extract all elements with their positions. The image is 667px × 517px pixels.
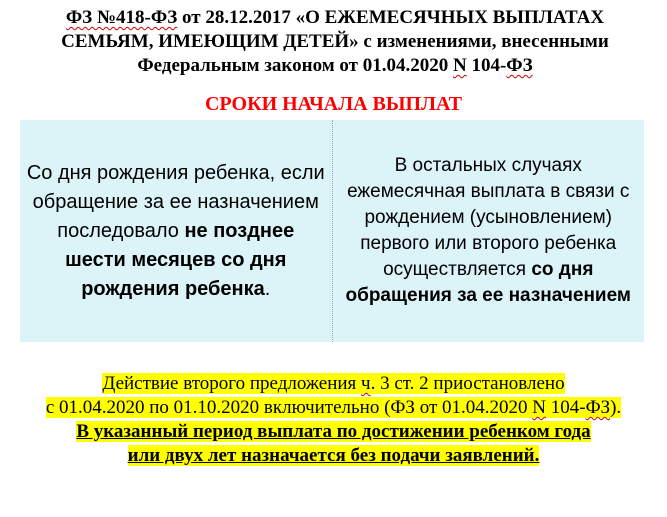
law-title [20, 6, 650, 78]
right-cell-bold: со дня обращения за ее назначением [345, 259, 631, 306]
note-line-4 [0, 444, 667, 468]
law-title-line3-text: Федеральным законом от 01.04.2020 [137, 55, 453, 76]
suspension-note [0, 372, 667, 468]
left-cell-tail: . [264, 277, 271, 300]
right-cell-text: В остальных случаях ежемесячная выплата в связи с рождением (усыновлением) первого или второго ребенка осуществляется [347, 155, 630, 280]
left-cell-content [26, 159, 326, 304]
law-title-line2: СЕМЬЯМ, ИМЕЮЩИМ ДЕТЕЙ» с изменениями, внесенными [61, 31, 609, 52]
note-line-3-text: В указанный период выплата по достижении ребенком года [76, 421, 591, 442]
note-line-2-highlight [46, 397, 621, 418]
law-title-n: N [452, 55, 467, 76]
note-line-1-highlight [102, 373, 564, 394]
note-line-1c: . 3 ст. 2 приостановлено [370, 373, 565, 394]
note-line-2 [0, 396, 667, 420]
right-cell-content [339, 153, 639, 309]
law-title-line3 [20, 54, 650, 78]
note-line-2c: 104- [546, 397, 586, 418]
note-line-1 [0, 372, 667, 396]
left-cell-text: Со дня рождения ребенка, если обращение за ее назначением последовало [26, 161, 325, 242]
note-line-2b: N [532, 397, 546, 418]
note-line-2d: ФЗ [585, 397, 611, 418]
law-title-fz: ФЗ [506, 55, 533, 76]
payment-start-table [20, 120, 644, 342]
note-line-2a: с 01.04.2020 по 01.10.2020 включительно (ФЗ от 01.04.2020 [45, 397, 533, 418]
note-line-2e: ). [610, 397, 622, 418]
note-line-1a: Действие второго предложения [102, 373, 362, 394]
law-title-text: от 28.12.2017 «О ЕЖЕМЕСЯЧНЫХ ВЫПЛАТАХ [177, 7, 605, 28]
law-title-line1 [20, 6, 650, 30]
right-cell [333, 120, 645, 342]
note-line-3 [0, 420, 667, 444]
law-number: ФЗ №418-ФЗ [65, 7, 178, 28]
note-line-4-text: или двух лет назначается без подачи заявлений. [127, 445, 540, 466]
left-cell [20, 120, 333, 342]
left-cell-bold: не позднее шести месяцев со дня рождения ребенка [65, 219, 295, 300]
note-line-1b: ч [361, 373, 371, 394]
law-title-num: 104- [466, 55, 507, 76]
section-heading: СРОКИ НАЧАЛА ВЫПЛАТ [204, 93, 463, 115]
